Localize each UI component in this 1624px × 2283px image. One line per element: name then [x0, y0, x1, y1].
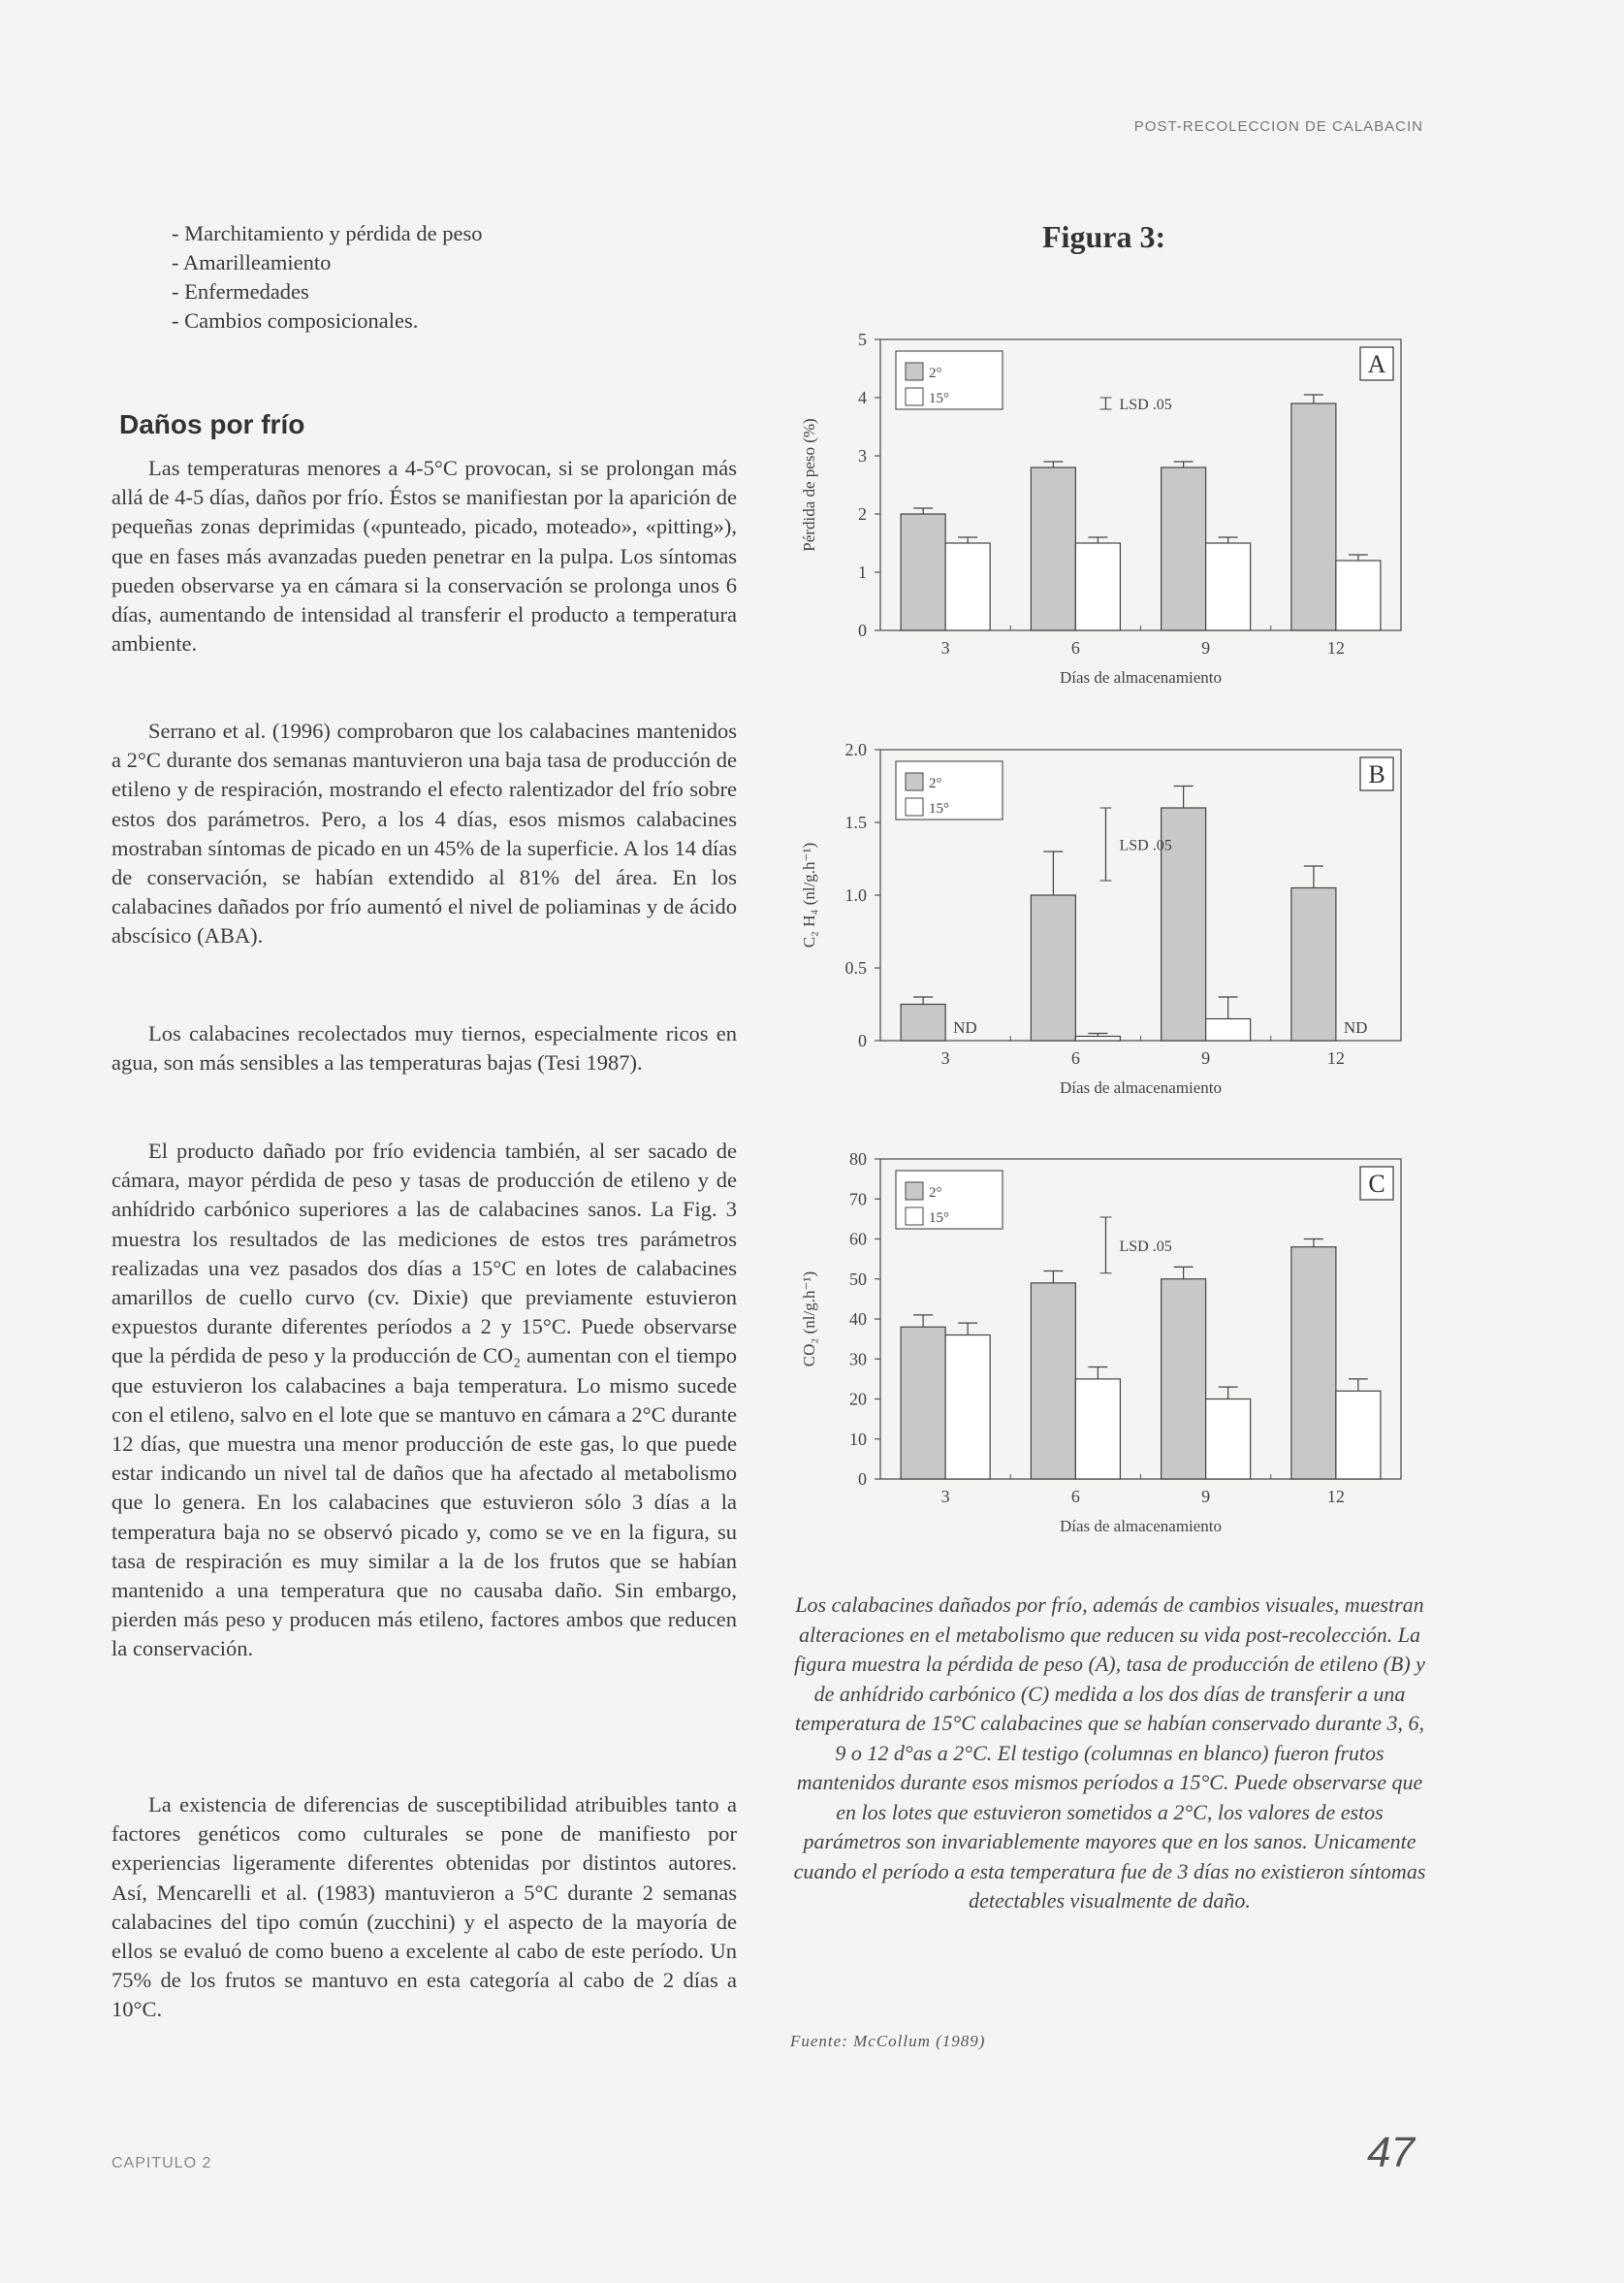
bar — [1075, 543, 1120, 630]
bar — [1206, 543, 1251, 630]
y-tick-label: 30 — [849, 1349, 867, 1369]
bar — [1162, 1279, 1206, 1479]
x-axis-label: Días de almacenamiento — [1059, 668, 1223, 687]
x-tick-label: 3 — [940, 1487, 950, 1506]
y-tick-label: 0 — [858, 621, 867, 640]
x-tick-label: 3 — [940, 1048, 950, 1068]
bar — [1291, 403, 1336, 630]
bar — [1336, 1391, 1381, 1479]
page-number: 47 — [1367, 2129, 1415, 2176]
legend-swatch — [906, 1207, 923, 1225]
bar — [1206, 1399, 1251, 1480]
figure-caption: Los calabacines dañados por frío, además de cambios visuales, muestran alteraciones en el metabolismo que reducen su vida post-recolección. La figura muestra la pérdida de peso (A), tasa de producción de etileno (B) y de anhídrido carbónico (C) medida a los dos días de transferir a una temperatura de 15°C calabacines que se habían conservado durante 3, 6, 9 o 12 d°as a 2°C. El testigo (columnas en blanco) fueron frutos mantenidos durante esos mismos períodos a 15°C. Puede observarse que en los lotes que estuvieron sometidos a 2°C, los valores de estos parámetros son invariablemente mayores que en los sanos. Unicamente cuando el período a esta temperatura fue de 3 días no existieron síntomas detectables visualmente de daño. — [793, 1592, 1426, 1913]
bar — [1162, 467, 1206, 630]
paragraph: Las temperaturas menores a 4-5°C provocan, si se prolongan más allá de 4-5 días, daños por frío. Éstos se manifiestan por la aparición de pequeñas zonas deprimidas («punteado, picado, moteado», «pitting»), que en fases más avanzadas pueden penetrar en la pulpa. Los síntomas pueden observarse ya en cámara si la conservación se prolonga unos 6 días, aumentando de intensidad al transferir el producto a temperatura ambiente. — [111, 456, 737, 657]
list-item: - Amarilleamiento — [172, 250, 332, 274]
x-tick-label: 3 — [940, 638, 950, 658]
y-tick-label: 0.5 — [844, 958, 867, 978]
lsd-label: LSD .05 — [1119, 837, 1172, 854]
x-tick-label: 6 — [1070, 1048, 1080, 1068]
legend-swatch — [906, 388, 923, 405]
bar — [901, 1327, 945, 1479]
list-item: - Cambios composicionales. — [172, 308, 419, 333]
lsd-label: LSD .05 — [1119, 397, 1172, 413]
chapter-label: CAPITULO 2 — [111, 2155, 212, 2171]
bar — [1336, 561, 1381, 630]
symptom-list — [111, 219, 737, 336]
y-tick-label: 50 — [849, 1269, 867, 1289]
y-tick-label: 0 — [858, 1469, 867, 1489]
x-tick-label: 6 — [1070, 1487, 1080, 1506]
legend-label: 2° — [929, 776, 942, 791]
y-tick-label: 4 — [858, 388, 867, 407]
paragraph: La existencia de diferencias de susceptibilidad atribuibles tanto a factores genéticos como culturales se pone de manifiesto por experiencias ligeramente diferentes obtenidas por distintos autores. Así, Mencarelli et al. (1983) mantuvieron a 5°C durante 2 semanas calabacines del tipo común (zucchini) y el aspecto de la mayoría de ellos se evaluó de como bueno a excelente al cabo de este período. Un 75% de los frutos se mantuvo en esta categoría al cabo de 2 días a 10°C. — [111, 1792, 737, 2022]
legend-swatch — [906, 1182, 923, 1200]
chart-panel-c — [795, 1140, 1416, 1557]
co2-chart — [795, 1140, 1416, 1557]
y-tick-label: 5 — [858, 330, 867, 349]
list-item: - Marchitamiento y pérdida de peso — [172, 221, 483, 245]
panel-letter: A — [1367, 350, 1386, 378]
bar — [945, 543, 990, 630]
figure-title: Figura 3: — [1042, 219, 1166, 254]
legend-swatch — [906, 773, 923, 790]
y-tick-label: 2 — [858, 504, 867, 524]
paragraph: Serrano et al. (1996) comprobaron que los calabacines mantenidos a 2°C durante dos semanas mantuvieron una baja tasa de producción de etileno y de respiración, mostrando el efecto ralentizador del frío sobre estos dos parámetros. Pero, a los 4 días, esos mismos calabacines mostraban síntomas de picado en un 45% de la superficie. A los 14 días de conservación, se habían extendido al 81% del área. En los calabacines dañados por frío aumentó el nivel de poliaminas y de ácido abscísico (ABA). — [111, 719, 737, 949]
x-tick-label: 9 — [1201, 638, 1211, 658]
y-axis-label: CO₂ (nl/g.h⁻¹) — [800, 1270, 818, 1367]
y-tick-label: 0 — [858, 1031, 867, 1050]
bar — [1031, 467, 1075, 630]
panel-letter: B — [1368, 760, 1385, 788]
bar — [1291, 888, 1336, 1042]
bar — [945, 1335, 990, 1480]
y-tick-label: 70 — [849, 1189, 867, 1209]
x-tick-label: 6 — [1070, 638, 1080, 658]
y-tick-label: 2.0 — [844, 740, 867, 759]
x-tick-label: 9 — [1201, 1048, 1211, 1068]
list-item: - Enfermedades — [172, 279, 309, 304]
bar-label: ND — [1343, 1018, 1368, 1037]
legend-swatch — [906, 363, 923, 380]
bar — [1206, 1019, 1251, 1042]
y-tick-label: 60 — [849, 1229, 867, 1249]
x-tick-label: 12 — [1326, 1048, 1345, 1068]
ethylene-chart — [795, 730, 1416, 1118]
section-title: Daños por frío — [119, 409, 305, 439]
paragraph: El producto dañado por frío evidencia también, al ser sacado de cámara, mayor pérdida de peso y tasas de producción de etileno y de anhídrido carbónico superiores a las de calabacines sanos. La Fig. 3 muestra los resultados de las mediciones de estos tres parámetros realizadas una vez pasados dos días a 15°C en lotes de calabacines amarillos de cuello curvo (cv. Dixie) que previamente estuvieron expuestos durante diferentes períodos a 2 y 15°C. Puede observarse que la pérdida de peso y la producción de CO₂ aumentan con el tiempo que estuvieron los calabacines a baja temperatura. Lo mismo sucede con el etileno, salvo en el lote que se mantuvo en cámara a 2°C durante 12 días, que muestra una menor producción de este gas, lo que puede estar indicando un nivel tal de daños que ha afectado al metabolismo que lo genera. En los calabacines que estuvieron sólo 3 días a la temperatura baja no se observó picado y, como se ve en la figura, su tasa de respiración es muy similar a la de los frutos que se habían mantenido a una temperatura que no causaba daño. Sin embargo, pierden más peso y producen más etileno, factores ambos que reducen la conservación. — [111, 1139, 737, 1661]
bar-label: ND — [953, 1018, 977, 1037]
legend-swatch — [906, 798, 923, 816]
bar — [1031, 895, 1075, 1041]
chart-panel-b — [795, 730, 1416, 1118]
legend-label: 2° — [929, 1185, 942, 1201]
figure-source: Fuente: McCollum (1989) — [790, 2032, 986, 2050]
y-tick-label: 3 — [858, 446, 867, 466]
legend-label: 15° — [929, 391, 949, 406]
bar — [1075, 1379, 1120, 1479]
left-column — [111, 219, 737, 2022]
paragraph: Los calabacines recolectados muy tiernos, especialmente ricos en agua, son más sensibles a las temperaturas bajas (Tesi 1987). — [111, 1021, 737, 1076]
bar — [901, 1005, 945, 1042]
lsd-label: LSD .05 — [1119, 1238, 1172, 1255]
y-tick-label: 1 — [858, 563, 867, 582]
y-axis-label: C₂ H₄ (nl/g.h⁻¹) — [800, 842, 818, 949]
chart-panel-a — [795, 320, 1416, 708]
y-tick-label: 1.0 — [844, 885, 867, 905]
bar — [1031, 1283, 1075, 1479]
panel-letter: C — [1368, 1170, 1385, 1198]
bar — [1075, 1037, 1120, 1042]
y-tick-label: 20 — [849, 1389, 867, 1409]
y-tick-label: 10 — [849, 1429, 867, 1449]
y-tick-label: 1.5 — [844, 813, 867, 832]
running-header: POST-RECOLECCION DE CALABACIN — [1133, 118, 1423, 135]
x-axis-label: Días de almacenamiento — [1059, 1078, 1223, 1097]
legend-label: 2° — [929, 366, 942, 381]
x-axis-label: Días de almacenamiento — [1059, 1517, 1223, 1535]
bar — [1291, 1247, 1336, 1479]
y-axis-label: Pérdida de peso (%) — [800, 418, 818, 552]
bar — [901, 514, 945, 630]
legend-label: 15° — [929, 801, 949, 817]
y-tick-label: 80 — [849, 1149, 867, 1169]
x-tick-label: 9 — [1201, 1487, 1211, 1506]
y-tick-label: 40 — [849, 1309, 867, 1329]
weight-loss-chart — [795, 320, 1416, 708]
legend-label: 15° — [929, 1210, 949, 1226]
x-tick-label: 12 — [1326, 1487, 1345, 1506]
x-tick-label: 12 — [1326, 638, 1345, 658]
